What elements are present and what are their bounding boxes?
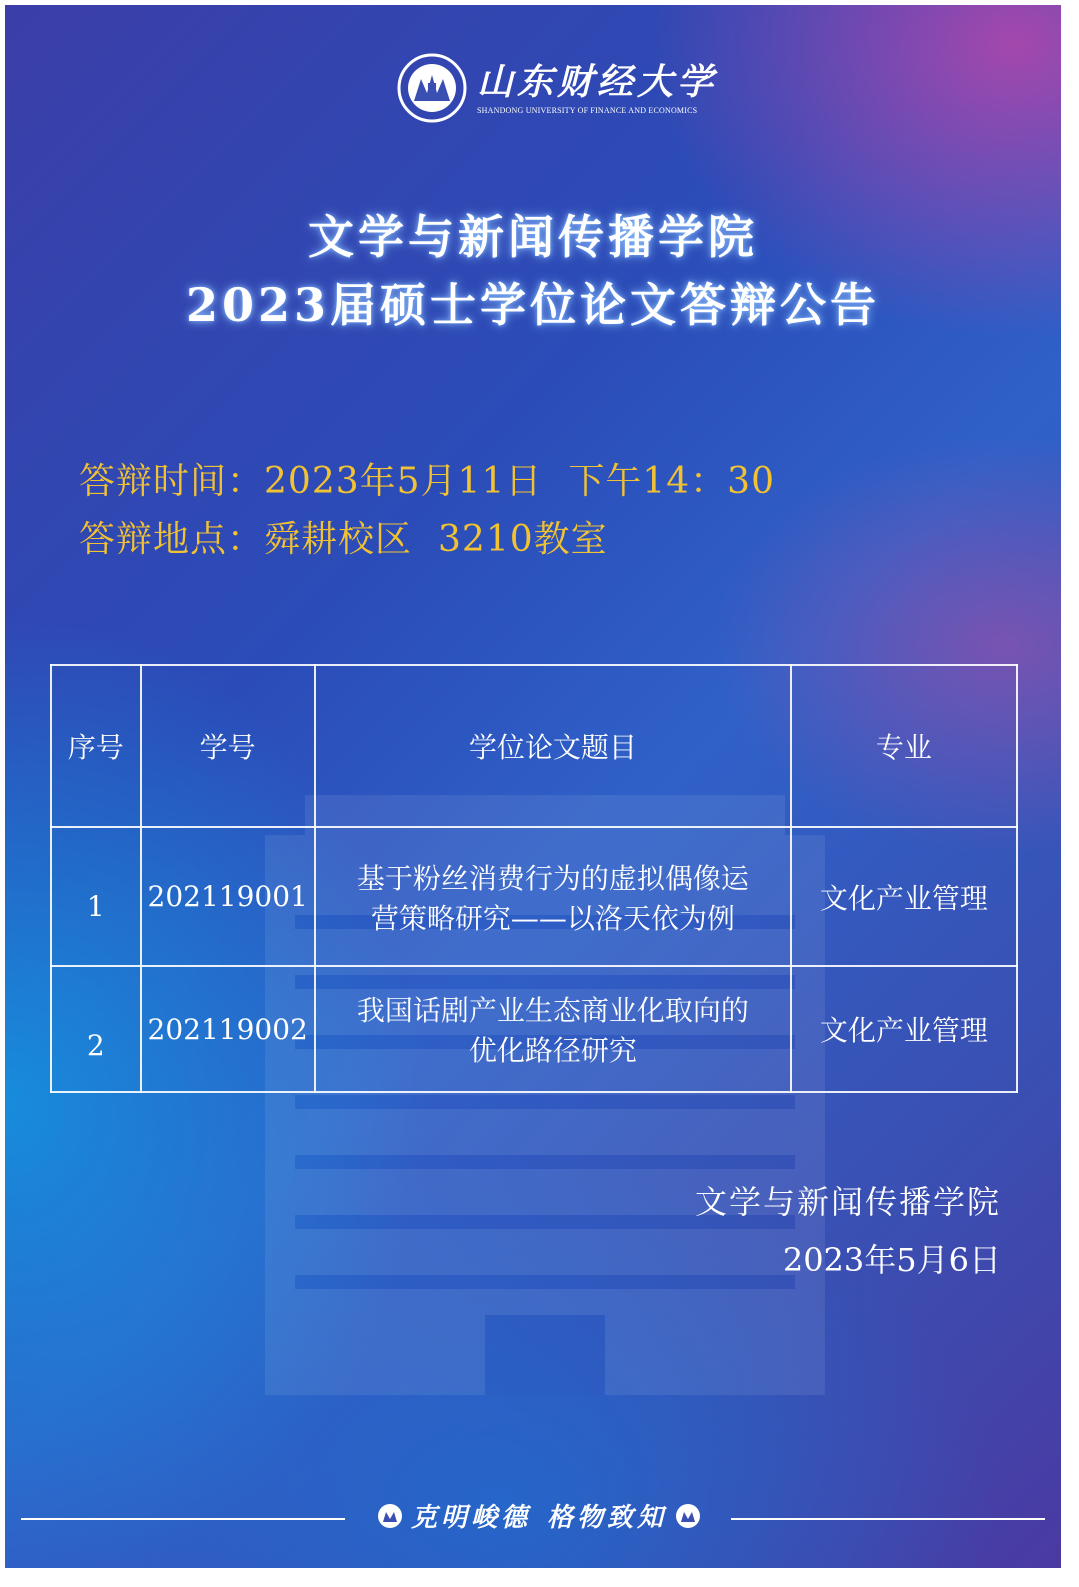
university-logo	[397, 53, 717, 123]
motto-part1: 克明峻德	[410, 1503, 531, 1533]
thesis-title-line: 优化路径研究	[468, 1034, 637, 1067]
divider-left	[21, 1518, 345, 1520]
motto-part2: 格物致知	[547, 1503, 668, 1533]
signature-date: 2023年5月6日	[782, 1241, 1001, 1279]
emblem-icon	[377, 1503, 403, 1529]
table-header-row	[51, 665, 1017, 827]
thesis-title-line: 我国话剧产业生态商业化取向的	[356, 994, 749, 1027]
place-campus: 舜耕校区	[264, 519, 413, 560]
header-major: 专业	[791, 665, 1017, 827]
cell-thesis-title	[315, 827, 791, 966]
table-row	[51, 827, 1017, 966]
cell-major: 文化产业管理	[791, 966, 1017, 1092]
cell-thesis-title	[315, 966, 791, 1092]
cell-student-id: 202119002	[141, 966, 315, 1092]
cell-index: 2	[51, 966, 141, 1092]
footer-motto-bar	[21, 1497, 1045, 1537]
university-seal-icon	[397, 53, 467, 123]
place-label: 答辩地点：	[79, 519, 265, 560]
time-clock: 下午14：30	[568, 461, 775, 502]
thesis-title-line: 基于粉丝消费行为的虚拟偶像运	[356, 861, 749, 895]
title-announcement: 2023届硕士学位论文答辩公告	[185, 278, 881, 332]
university-name: 山东财经大学	[477, 60, 718, 103]
cell-index: 1	[51, 827, 141, 966]
time-label: 答辩时间：	[79, 461, 265, 502]
signature-org: 文学与新闻传播学院	[694, 1183, 1001, 1221]
announcement-poster	[5, 5, 1061, 1568]
defense-time	[79, 453, 775, 504]
emblem-icon	[675, 1503, 701, 1529]
cell-student-id: 202119001	[141, 827, 315, 966]
title-school: 文学与新闻传播学院	[308, 210, 758, 264]
cell-major: 文化产业管理	[791, 827, 1017, 966]
defense-place	[79, 511, 608, 562]
table-row	[51, 966, 1017, 1092]
header-index: 序号	[51, 665, 141, 827]
university-motto	[371, 1497, 707, 1534]
thesis-title-line: 营策略研究——以洛天依为例	[370, 901, 735, 935]
place-room: 3210教室	[438, 519, 608, 560]
time-date: 2023年5月11日	[264, 461, 543, 502]
university-name-en: SHANDONG UNIVERSITY OF FINANCE AND ECONOMICS	[477, 105, 698, 115]
header-student-id: 学号	[141, 665, 315, 827]
defense-table	[50, 664, 1018, 1093]
header-thesis-title: 学位论文题目	[315, 665, 791, 827]
divider-right	[731, 1518, 1045, 1520]
